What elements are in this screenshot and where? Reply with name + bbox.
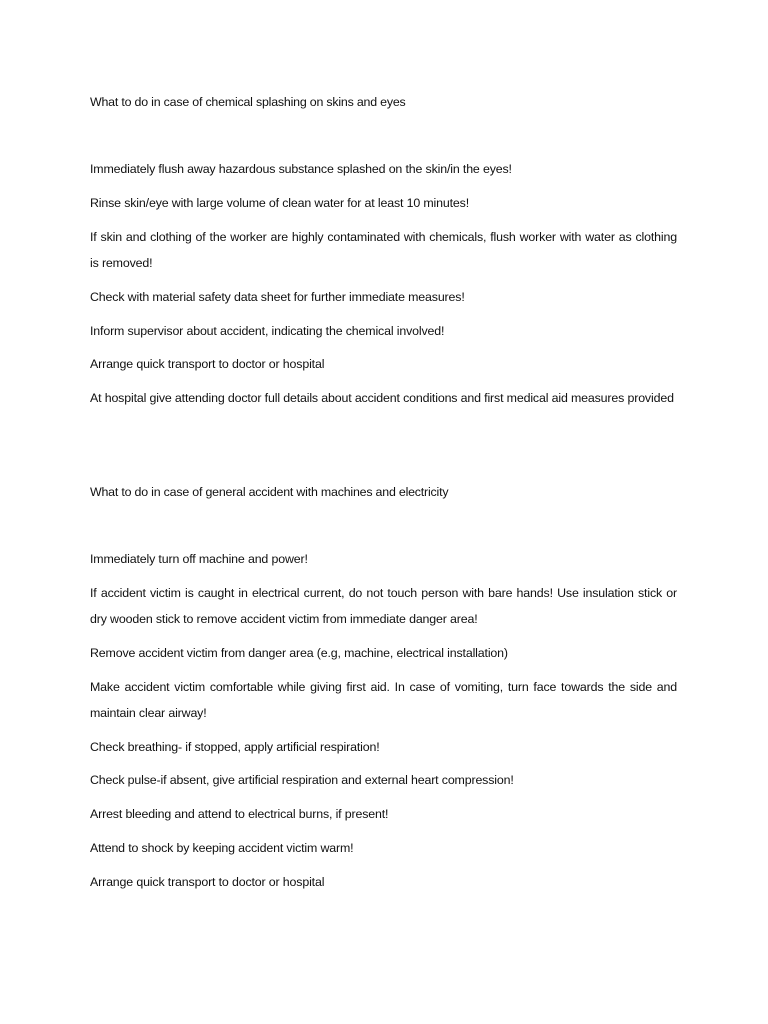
- machines-item-9: Arrange quick transport to doctor or hospital: [90, 875, 325, 889]
- machines-item-8: Attend to shock by keeping accident victim warm!: [90, 841, 354, 855]
- chemical-item-7: At hospital give attending doctor full details about accident conditions and first medical aid measures provided: [90, 391, 674, 405]
- machines-item-2: If accident victim is caught in electrical current, do not touch person with bare hands! Use insulation stick or dry wooden stick to remove accident victim from immediate danger area!: [90, 586, 677, 626]
- machines-item-4: Make accident victim comfortable while giving first aid. In case of vomiting, turn face towards the side and maintain clear airway!: [90, 680, 677, 720]
- section-chemical-title: What to do in case of chemical splashing on skins and eyes: [90, 95, 406, 109]
- machines-item-1: Immediately turn off machine and power!: [90, 552, 308, 566]
- machines-item-6: Check pulse-if absent, give artificial respiration and external heart compression!: [90, 773, 514, 787]
- chemical-item-4: Check with material safety data sheet for further immediate measures!: [90, 290, 465, 304]
- machines-item-7: Arrest bleeding and attend to electrical burns, if present!: [90, 807, 389, 821]
- chemical-item-6: Arrange quick transport to doctor or hospital: [90, 357, 325, 371]
- chemical-item-5: Inform supervisor about accident, indicating the chemical involved!: [90, 324, 445, 338]
- chemical-item-1: Immediately flush away hazardous substance splashed on the skin/in the eyes!: [90, 162, 512, 176]
- section-machines-title: What to do in case of general accident with machines and electricity: [90, 485, 449, 499]
- machines-item-3: Remove accident victim from danger area (e.g, machine, electrical installation): [90, 646, 508, 660]
- chemical-item-3: If skin and clothing of the worker are highly contaminated with chemicals, flush worker with water as clothing is removed!: [90, 230, 677, 270]
- chemical-item-2: Rinse skin/eye with large volume of clean water for at least 10 minutes!: [90, 196, 470, 210]
- machines-item-5: Check breathing- if stopped, apply artificial respiration!: [90, 740, 380, 754]
